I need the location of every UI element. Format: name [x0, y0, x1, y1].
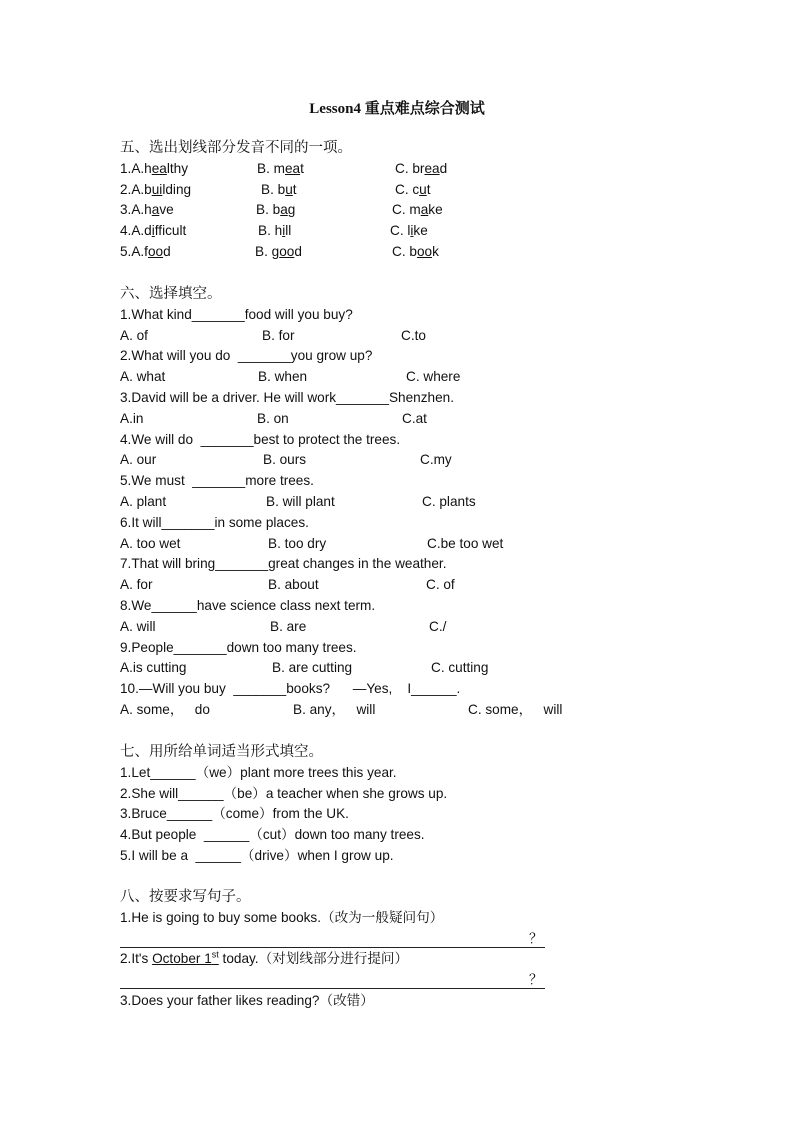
section-fill-blanks	[120, 742, 680, 867]
section-header: 七、用所给单词适当形式填空。	[120, 744, 323, 760]
option-c: C. like	[390, 223, 428, 239]
option-b[interactable]: B. are cutting	[272, 660, 353, 676]
answer-rule	[120, 988, 545, 989]
underlined-date: October 1st	[152, 949, 219, 967]
question-text: 9.People_______down too many trees.	[120, 639, 357, 655]
option-c: C. cut	[395, 181, 431, 197]
option-c[interactable]: C. of	[426, 577, 455, 593]
option-a[interactable]: A. what	[120, 369, 166, 385]
section-multiple-choice	[120, 284, 680, 721]
rewrite-question-2: 2.It's October 1st today.（对划线部分进行提问）	[120, 949, 409, 967]
option-b[interactable]: B. ours	[263, 452, 307, 468]
option-a[interactable]: A. too wet	[120, 535, 181, 551]
page-title: Lesson4 重点难点综合测试	[309, 101, 485, 117]
options-row	[120, 367, 680, 388]
question-mark: ？	[529, 930, 543, 947]
option-a[interactable]: A. some， do	[120, 701, 210, 717]
question-text: 1.What kind_______food will you buy?	[120, 306, 353, 322]
question-text: 2.What will you do _______you grow up?	[120, 348, 373, 364]
option-a: 4.A.difficult	[120, 223, 187, 239]
option-b[interactable]: B. for	[262, 327, 295, 343]
section-pronunciation	[120, 138, 680, 263]
option-c[interactable]: C. some， will	[468, 701, 563, 717]
option-a[interactable]: A. for	[120, 577, 153, 593]
fill-blank-item: 3.Bruce______（come）from the UK.	[120, 806, 349, 822]
rewrite-question-3: 3.Does your father likes reading?（改错）	[120, 992, 374, 1008]
option-b: B. bag	[256, 202, 296, 218]
answer-line-2[interactable]	[120, 970, 680, 991]
fill-blank-item: 1.Let______（we）plant more trees this year.	[120, 764, 397, 780]
question-row	[120, 180, 680, 201]
question-row	[120, 242, 680, 263]
question-text: 3.David will be a driver. He will work_______Shenzhen.	[120, 389, 454, 405]
question-text: 10.—Will you buy _______books? —Yes, I______.	[120, 681, 461, 697]
options-row	[120, 534, 680, 555]
option-a[interactable]: A.in	[120, 410, 144, 426]
option-b: B. but	[261, 181, 297, 197]
options-row	[120, 326, 680, 347]
options-row	[120, 409, 680, 430]
option-a[interactable]: A. of	[120, 327, 148, 343]
option-b[interactable]: B. any， will	[293, 701, 376, 717]
option-c: C. make	[392, 202, 443, 218]
question-row	[120, 221, 680, 242]
options-row	[120, 617, 680, 638]
option-c: C. bread	[395, 160, 448, 176]
option-c[interactable]: C. cutting	[431, 660, 489, 676]
option-b[interactable]: B. too dry	[268, 535, 327, 551]
option-c[interactable]: C.at	[402, 410, 427, 426]
option-a[interactable]: A. will	[120, 618, 156, 634]
options-row	[120, 700, 680, 721]
option-a[interactable]: A.is cutting	[120, 660, 187, 676]
option-b[interactable]: B. are	[270, 618, 307, 634]
options-row	[120, 450, 680, 471]
option-a: 3.A.have	[120, 202, 174, 218]
question-row	[120, 200, 680, 221]
option-c: C. book	[392, 243, 439, 259]
answer-line-1[interactable]	[120, 929, 680, 950]
option-b[interactable]: B. on	[257, 410, 289, 426]
rewrite-question-1: 1.He is going to buy some books.（改为一般疑问句）	[120, 909, 444, 925]
option-a[interactable]: A. our	[120, 452, 157, 468]
question-text: 6.It will_______in some places.	[120, 514, 309, 530]
option-c[interactable]: C.my	[420, 452, 452, 468]
answer-rule	[120, 947, 545, 948]
option-b: B. hill	[258, 223, 292, 239]
question-text: 4.We will do _______best to protect the trees.	[120, 431, 401, 447]
fill-blank-item: 5.I will be a ______（drive）when I grow up.	[120, 847, 394, 863]
question-row	[120, 159, 680, 180]
fill-blank-item: 4.But people ______（cut）down too many trees.	[120, 827, 425, 843]
option-c[interactable]: C. plants	[422, 493, 476, 509]
section-header: 五、选出划线部分发音不同的一项。	[120, 140, 352, 156]
options-row	[120, 575, 680, 596]
option-a: 1.A.healthy	[120, 160, 189, 176]
option-a: 5.A.food	[120, 243, 171, 259]
section-rewrite-sentences	[120, 887, 680, 1012]
option-a: 2.A.building	[120, 181, 192, 197]
option-b[interactable]: B. about	[268, 577, 319, 593]
options-row	[120, 492, 680, 513]
option-b: B. meat	[257, 160, 304, 176]
option-c[interactable]: C./	[429, 618, 447, 634]
option-a[interactable]: A. plant	[120, 493, 167, 509]
section-header: 八、按要求写句子。	[120, 889, 251, 905]
fill-blank-item: 2.She will______（be）a teacher when she grows up.	[120, 785, 448, 801]
option-b[interactable]: B. will plant	[266, 493, 335, 509]
option-c[interactable]: C.be too wet	[427, 535, 504, 551]
question-mark: ？	[529, 972, 543, 989]
option-c[interactable]: C.to	[401, 327, 426, 343]
option-b: B. good	[255, 243, 302, 259]
question-text: 5.We must _______more trees.	[120, 473, 314, 489]
section-header: 六、选择填空。	[120, 286, 222, 302]
question-text: 8.We______have science class next term.	[120, 597, 376, 613]
option-b[interactable]: B. when	[258, 369, 308, 385]
option-c[interactable]: C. where	[406, 369, 461, 385]
options-row	[120, 658, 680, 679]
question-text: 7.That will bring_______great changes in the weather.	[120, 556, 447, 572]
